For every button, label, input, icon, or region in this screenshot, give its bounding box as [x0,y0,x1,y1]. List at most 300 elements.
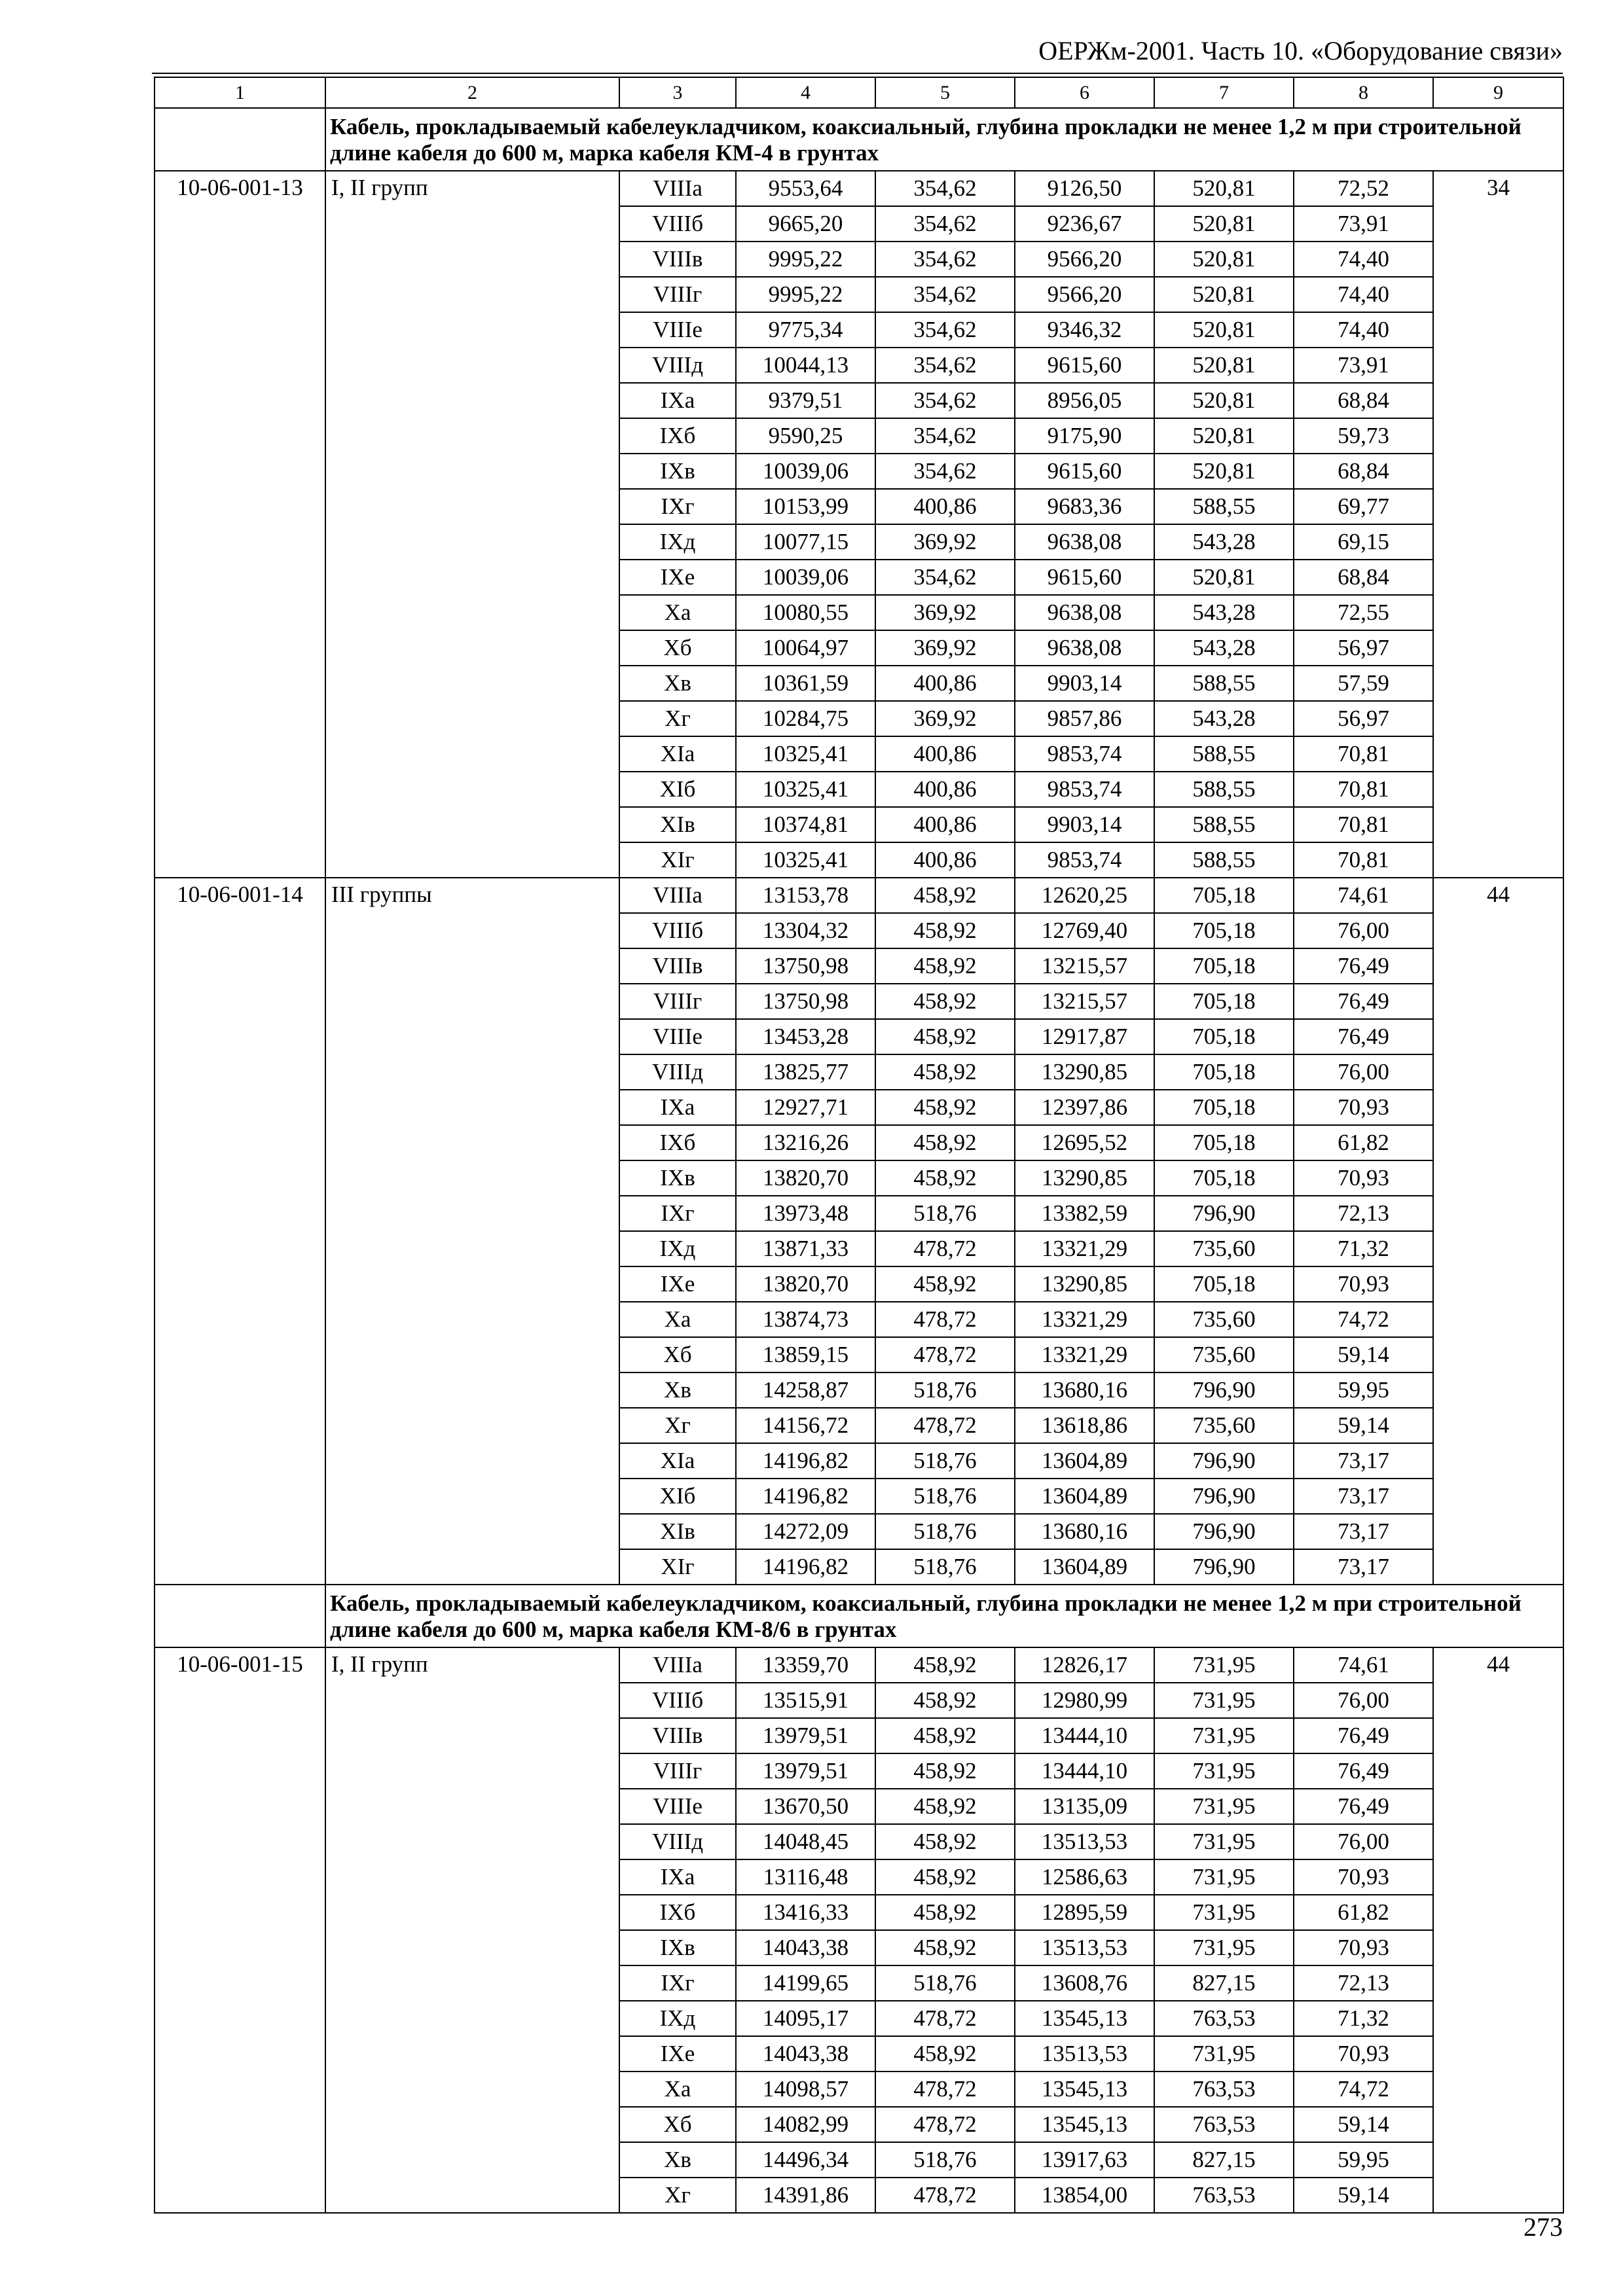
table-cell: 458,92 [875,1895,1015,1930]
table-cell: IXд [619,524,736,560]
table-cell: 10039,06 [736,560,875,595]
table-cell: 10077,15 [736,524,875,560]
table-cell: 14095,17 [736,2001,875,2036]
table-cell: Xг [619,1408,736,1443]
table-cell: 518,76 [875,2142,1015,2178]
table-cell: 70,93 [1294,2036,1433,2072]
table-cell: XIг [619,842,736,878]
table-cell: 68,84 [1294,454,1433,489]
table-cell: 70,81 [1294,772,1433,807]
table-cell: 72,52 [1294,171,1433,206]
table-cell: 543,28 [1154,630,1294,666]
table-cell: 70,93 [1294,1266,1433,1302]
table-cell: 478,72 [875,1408,1015,1443]
table-cell: 10044,13 [736,348,875,383]
table-cell: 520,81 [1154,383,1294,418]
table-cell: 76,49 [1294,1789,1433,1824]
table-cell: Xа [619,1302,736,1337]
table-cell: 13670,50 [736,1789,875,1824]
table-cell: 14048,45 [736,1824,875,1859]
table-cell: 354,62 [875,418,1015,454]
table-cell: 735,60 [1154,1408,1294,1443]
norm-code: 10-06-001-14 [155,878,325,1585]
table-cell: 76,00 [1294,1683,1433,1718]
table-cell: 9566,20 [1015,277,1154,312]
table-cell: 458,92 [875,1647,1015,1683]
table-cell: Xг [619,2178,736,2213]
table-cell: 56,97 [1294,701,1433,736]
table-cell: 731,95 [1154,1718,1294,1753]
table-cell: 13545,13 [1015,2072,1154,2107]
table-cell: 12917,87 [1015,1019,1154,1054]
table-cell: 543,28 [1154,595,1294,630]
table-cell: 70,93 [1294,1160,1433,1196]
table-cell: 73,17 [1294,1479,1433,1514]
table-cell: 13382,59 [1015,1196,1154,1231]
table-cell: 13750,98 [736,948,875,984]
table-cell: 796,90 [1154,1549,1294,1585]
table-cell: 14196,82 [736,1479,875,1514]
table-cell: 763,53 [1154,2107,1294,2142]
table-cell: 731,95 [1154,1895,1294,1930]
table-cell: 13290,85 [1015,1054,1154,1090]
table-cell: 735,60 [1154,1337,1294,1372]
table-cell: 520,81 [1154,560,1294,595]
table-cell: 14391,86 [736,2178,875,2213]
table-cell: 14258,87 [736,1372,875,1408]
table-cell: 14196,82 [736,1549,875,1585]
table-cell: 10325,41 [736,842,875,878]
table-cell: 69,77 [1294,489,1433,524]
table-cell: IXв [619,1930,736,1965]
table-cell: 70,93 [1294,1930,1433,1965]
table-body [155,77,1563,2213]
table-cell: 9995,22 [736,277,875,312]
section-header-row [155,108,1563,171]
table-cell: VIIIе [619,1789,736,1824]
table-cell: 12895,59 [1015,1895,1154,1930]
table-cell: 12695,52 [1015,1125,1154,1160]
table-cell: 13290,85 [1015,1266,1154,1302]
table-cell: 705,18 [1154,913,1294,948]
section-empty-cell [155,1585,325,1647]
table-cell: 354,62 [875,312,1015,348]
table-cell: 13750,98 [736,984,875,1019]
table-cell: VIIIг [619,1753,736,1789]
table-cell: 731,95 [1154,1753,1294,1789]
section-empty-cell [155,108,325,171]
table-cell: 458,92 [875,1859,1015,1895]
table-cell: 10374,81 [736,807,875,842]
table-cell: 13513,53 [1015,1824,1154,1859]
table-cell: 731,95 [1154,1824,1294,1859]
table-cell: 74,40 [1294,312,1433,348]
table-cell: 458,92 [875,1125,1015,1160]
table-cell: IXг [619,1196,736,1231]
header-divider [152,73,1563,74]
table-cell: 73,91 [1294,206,1433,242]
table-cell: 705,18 [1154,1054,1294,1090]
table-cell: 9638,08 [1015,524,1154,560]
column-number: 3 [619,77,736,108]
table-cell: XIв [619,807,736,842]
table-cell: 13135,09 [1015,1789,1154,1824]
table-cell: 70,81 [1294,736,1433,772]
table-cell: 9346,32 [1015,312,1154,348]
table-cell: 827,15 [1154,2142,1294,2178]
table-cell: IXа [619,1859,736,1895]
table-cell: Xа [619,595,736,630]
column-number: 9 [1433,77,1563,108]
table-cell: 9903,14 [1015,666,1154,701]
table-cell: 71,32 [1294,1231,1433,1266]
table-cell: 369,92 [875,630,1015,666]
table-cell: IXд [619,2001,736,2036]
table-cell: 354,62 [875,383,1015,418]
table-cell: 9638,08 [1015,630,1154,666]
column-9-value: 34 [1433,171,1563,878]
table-cell: 13215,57 [1015,984,1154,1019]
table-cell: 796,90 [1154,1514,1294,1549]
section-title: Кабель, прокладываемый кабелеукладчиком, коаксиальный, глубина прокладки не менее 1,2 м при строительной длине кабеля до 600 м, марка кабеля КМ-8/6 в грунтах [325,1585,1563,1647]
table-cell: 13513,53 [1015,2036,1154,2072]
table-cell: 400,86 [875,842,1015,878]
table-cell: 731,95 [1154,2036,1294,2072]
table-cell: 731,95 [1154,1859,1294,1895]
table-cell: 13604,89 [1015,1479,1154,1514]
table-cell: 76,49 [1294,948,1433,984]
table-cell: 13917,63 [1015,2142,1154,2178]
table-cell: 796,90 [1154,1443,1294,1479]
table-cell: 13216,26 [736,1125,875,1160]
table-cell: 13825,77 [736,1054,875,1090]
table-cell: 705,18 [1154,1266,1294,1302]
table-cell: 59,95 [1294,1372,1433,1408]
table-cell: VIIIв [619,1718,736,1753]
table-cell: 13979,51 [736,1718,875,1753]
table-cell: 458,92 [875,1683,1015,1718]
table-cell: 14156,72 [736,1408,875,1443]
table-cell: 72,55 [1294,595,1433,630]
table-cell: 354,62 [875,171,1015,206]
table-cell: 354,62 [875,348,1015,383]
table-cell: 74,72 [1294,2072,1433,2107]
column-number: 6 [1015,77,1154,108]
table-cell: 458,92 [875,948,1015,984]
table-cell: 14272,09 [736,1514,875,1549]
table-cell: VIIIа [619,878,736,913]
column-number: 8 [1294,77,1433,108]
table-cell: 9683,36 [1015,489,1154,524]
table-cell: 354,62 [875,560,1015,595]
table-cell: VIIIе [619,312,736,348]
table-cell: 13290,85 [1015,1160,1154,1196]
table-cell: 9638,08 [1015,595,1154,630]
table-cell: 12826,17 [1015,1647,1154,1683]
table-cell: 70,93 [1294,1090,1433,1125]
table-cell: 74,40 [1294,242,1433,277]
table-cell: VIIIг [619,277,736,312]
table-cell: 478,72 [875,2001,1015,2036]
table-cell: VIIIд [619,1054,736,1090]
table-cell: 10080,55 [736,595,875,630]
table-cell: VIIIв [619,242,736,277]
norm-code: 10-06-001-13 [155,171,325,878]
table-cell: 705,18 [1154,1125,1294,1160]
table-cell: 9903,14 [1015,807,1154,842]
table-cell: 13604,89 [1015,1549,1154,1585]
table-cell: 478,72 [875,1337,1015,1372]
table-cell: 9853,74 [1015,842,1154,878]
table-cell: 458,92 [875,1090,1015,1125]
table-cell: 9590,25 [736,418,875,454]
table-cell: 10039,06 [736,454,875,489]
table-cell: XIа [619,736,736,772]
table-cell: 10325,41 [736,736,875,772]
table-cell: 56,97 [1294,630,1433,666]
table-cell: Xа [619,2072,736,2107]
table-cell: 400,86 [875,666,1015,701]
table-cell: 9857,86 [1015,701,1154,736]
table-cell: VIIIа [619,171,736,206]
table-cell: 520,81 [1154,206,1294,242]
table-cell: 518,76 [875,1965,1015,2001]
table-cell: 478,72 [875,2107,1015,2142]
table-cell: 458,92 [875,1019,1015,1054]
table-cell: 520,81 [1154,171,1294,206]
table-cell: 588,55 [1154,772,1294,807]
table-cell: 74,40 [1294,277,1433,312]
table-cell: 13859,15 [736,1337,875,1372]
table-cell: 458,92 [875,1753,1015,1789]
table-cell: XIв [619,1514,736,1549]
table-cell: 518,76 [875,1443,1015,1479]
table-cell: 9553,64 [736,171,875,206]
table-cell: 71,32 [1294,2001,1433,2036]
table-cell: Xв [619,1372,736,1408]
table-cell: 13680,16 [1015,1372,1154,1408]
table-cell: 76,49 [1294,1718,1433,1753]
table-cell: 796,90 [1154,1196,1294,1231]
table-cell: 9615,60 [1015,560,1154,595]
table-cell: 13444,10 [1015,1718,1154,1753]
table-cell: 478,72 [875,2072,1015,2107]
table-cell: 13604,89 [1015,1443,1154,1479]
table-cell: 12620,25 [1015,878,1154,913]
table-cell: Xг [619,701,736,736]
table-row [155,878,1563,913]
table-cell: VIIIб [619,206,736,242]
table-cell: 61,82 [1294,1895,1433,1930]
table-row [155,1647,1563,1683]
column-number: 1 [155,77,325,108]
table-cell: IXг [619,1965,736,2001]
column-numbers-row [155,77,1563,108]
table-cell: 354,62 [875,454,1015,489]
table-cell: 458,92 [875,878,1015,913]
table-cell: 13545,13 [1015,2001,1154,2036]
table-cell: 70,81 [1294,807,1433,842]
table-cell: 796,90 [1154,1372,1294,1408]
table-cell: 458,92 [875,1266,1015,1302]
table-cell: 731,95 [1154,1789,1294,1824]
table-cell: 705,18 [1154,878,1294,913]
table-cell: Xб [619,2107,736,2142]
table-cell: 354,62 [875,242,1015,277]
table-cell: 458,92 [875,1789,1015,1824]
table-cell: 705,18 [1154,1090,1294,1125]
table-cell: 518,76 [875,1196,1015,1231]
table-cell: 13444,10 [1015,1753,1154,1789]
table-cell: 73,91 [1294,348,1433,383]
page-number: 273 [1523,2212,1563,2242]
table-cell: 12586,63 [1015,1859,1154,1895]
column-number: 5 [875,77,1015,108]
table-cell: IXб [619,1895,736,1930]
table-cell: 13874,73 [736,1302,875,1337]
table-cell: 543,28 [1154,524,1294,560]
table-cell: 9615,60 [1015,454,1154,489]
table-cell: 13608,76 [1015,1965,1154,2001]
table-cell: 518,76 [875,1372,1015,1408]
table-cell: 13618,86 [1015,1408,1154,1443]
table-cell: 13871,33 [736,1231,875,1266]
table-cell: 13515,91 [736,1683,875,1718]
table-cell: 9995,22 [736,242,875,277]
group-name: I, II групп [325,171,619,878]
table-cell: 13513,53 [1015,1930,1154,1965]
table-cell: 10325,41 [736,772,875,807]
table-cell: 76,00 [1294,1824,1433,1859]
table-cell: 705,18 [1154,984,1294,1019]
table-cell: 14082,99 [736,2107,875,2142]
table-cell: 13321,29 [1015,1231,1154,1266]
table-cell: 478,72 [875,2178,1015,2213]
table-cell: 9665,20 [736,206,875,242]
table-cell: 478,72 [875,1231,1015,1266]
table-cell: 13545,13 [1015,2107,1154,2142]
table-cell: 731,95 [1154,1930,1294,1965]
group-name: I, II групп [325,1647,619,2213]
table-cell: 588,55 [1154,489,1294,524]
table-cell: 68,84 [1294,560,1433,595]
table-cell: VIIIб [619,1683,736,1718]
page-header-title: ОЕРЖм-2001. Часть 10. «Оборудование связи» [1038,36,1563,65]
table-cell: 354,62 [875,277,1015,312]
table-cell: 735,60 [1154,1231,1294,1266]
table-cell: XIг [619,1549,736,1585]
table-cell: 520,81 [1154,312,1294,348]
group-name: III группы [325,878,619,1585]
table-cell: 69,15 [1294,524,1433,560]
table-cell: 59,14 [1294,2107,1433,2142]
table-cell: 12927,71 [736,1090,875,1125]
table-cell: IXа [619,1090,736,1125]
table-cell: VIIIд [619,348,736,383]
table-cell: 9175,90 [1015,418,1154,454]
table-cell: 705,18 [1154,1160,1294,1196]
table-cell: VIIIе [619,1019,736,1054]
table-cell: XIб [619,772,736,807]
table-cell: 588,55 [1154,842,1294,878]
table-cell: 74,61 [1294,1647,1433,1683]
table-cell: 9236,67 [1015,206,1154,242]
table-cell: 13453,28 [736,1019,875,1054]
table-cell: 10284,75 [736,701,875,736]
table-cell: 8956,05 [1015,383,1154,418]
table-cell: VIIIд [619,1824,736,1859]
table-cell: IXб [619,418,736,454]
table-cell: 13321,29 [1015,1337,1154,1372]
table-cell: 458,92 [875,1054,1015,1090]
norm-code: 10-06-001-15 [155,1647,325,2213]
table-cell: 14043,38 [736,2036,875,2072]
table-cell: 12769,40 [1015,913,1154,948]
section-header-row [155,1585,1563,1647]
table-cell: 458,92 [875,913,1015,948]
table-cell: VIIIв [619,948,736,984]
table-row [155,171,1563,206]
table-cell: IXе [619,560,736,595]
table-cell: 543,28 [1154,701,1294,736]
table-cell: 13359,70 [736,1647,875,1683]
table-cell: IXа [619,383,736,418]
table-cell: 14199,65 [736,1965,875,2001]
table-cell: 13416,33 [736,1895,875,1930]
table-cell: 9126,50 [1015,171,1154,206]
table-cell: 458,92 [875,2036,1015,2072]
table-cell: 57,59 [1294,666,1433,701]
table-cell: IXе [619,2036,736,2072]
table-cell: XIа [619,1443,736,1479]
table-cell: 59,14 [1294,2178,1433,2213]
table-cell: 731,95 [1154,1683,1294,1718]
table-cell: 735,60 [1154,1302,1294,1337]
table-cell: 74,61 [1294,878,1433,913]
table-cell: Xб [619,630,736,666]
table-cell: IXе [619,1266,736,1302]
table-cell: 74,72 [1294,1302,1433,1337]
table-cell: 478,72 [875,1302,1015,1337]
table-cell: 458,92 [875,1824,1015,1859]
table-cell: IXд [619,1231,736,1266]
table-cell: 76,00 [1294,1054,1433,1090]
table-cell: 9853,74 [1015,736,1154,772]
table-cell: 13820,70 [736,1160,875,1196]
table-cell: 9615,60 [1015,348,1154,383]
table-cell: 13321,29 [1015,1302,1154,1337]
table-cell: 70,81 [1294,842,1433,878]
table-cell: 796,90 [1154,1479,1294,1514]
table-cell: 520,81 [1154,277,1294,312]
table-cell: 369,92 [875,595,1015,630]
table-cell: 458,92 [875,1930,1015,1965]
norms-table [154,77,1564,2214]
column-number: 4 [736,77,875,108]
table-cell: IXг [619,489,736,524]
column-number: 2 [325,77,619,108]
table-cell: 59,14 [1294,1408,1433,1443]
table-cell: 14196,82 [736,1443,875,1479]
table-cell: 588,55 [1154,807,1294,842]
table-cell: 68,84 [1294,383,1433,418]
table-cell: 400,86 [875,736,1015,772]
table-cell: 763,53 [1154,2072,1294,2107]
table-cell: 14496,34 [736,2142,875,2178]
table-cell: 13680,16 [1015,1514,1154,1549]
table-cell: 73,17 [1294,1549,1433,1585]
table-cell: 763,53 [1154,2178,1294,2213]
